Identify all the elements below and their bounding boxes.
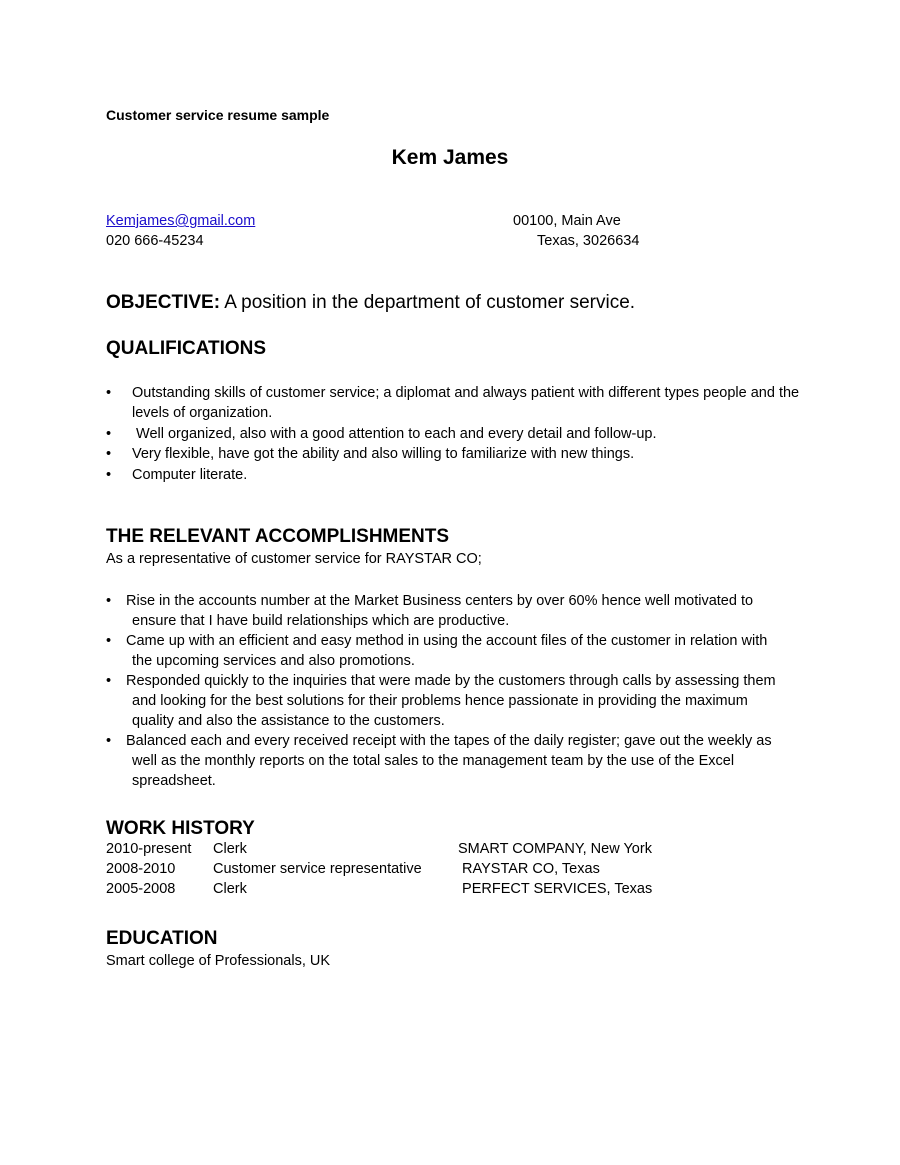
accomplishments-list <box>106 591 806 791</box>
candidate-name: Kem James <box>391 146 509 169</box>
accomplishment-text: Rise in the accounts number at the Market Business centers by over 60% hence well motivated to <box>126 593 754 609</box>
qualifications-heading: QUALIFICATIONS <box>106 338 267 359</box>
objective-label: OBJECTIVE: <box>106 292 221 313</box>
education-heading: EDUCATION <box>106 928 218 949</box>
accomplishments-heading: THE RELEVANT ACCOMPLISHMENTS <box>106 526 450 547</box>
list-item <box>106 631 806 671</box>
bullet-icon: • <box>106 633 112 649</box>
accomplishment-text: Responded quickly to the inquiries that were made by the customers through calls by assessing them <box>126 673 776 689</box>
document-title: Customer service resume sample <box>106 107 330 123</box>
address-line-1: 00100, Main Ave <box>513 213 621 229</box>
table-row <box>106 861 806 881</box>
bullet-icon: • <box>106 426 112 442</box>
list-item <box>106 731 806 791</box>
education-school: Smart college of Professionals, UK <box>106 953 331 969</box>
work-company: SMART COMPANY, New York <box>458 841 652 857</box>
table-row <box>106 881 806 901</box>
work-title: Clerk <box>213 881 247 897</box>
work-title: Clerk <box>213 841 247 857</box>
bullet-icon: • <box>106 446 112 462</box>
work-company: PERFECT SERVICES, Texas <box>458 881 653 897</box>
work-company: RAYSTAR CO, Texas <box>458 861 600 877</box>
accomplishment-continuation: the upcoming services and also promotions. <box>132 653 415 669</box>
list-item <box>106 424 806 444</box>
qualifications-list <box>106 383 806 485</box>
qualification-text: Computer literate. <box>132 467 248 483</box>
accomplishment-continuation: ensure that I have build relationships which are productive. <box>132 613 510 629</box>
qualification-text: Very flexible, have got the ability and also willing to familiarize with new things. <box>132 446 635 462</box>
list-item <box>106 444 806 464</box>
address-line-2: Texas, 3026634 <box>537 233 640 249</box>
work-years: 2008-2010 <box>106 861 176 877</box>
email-link[interactable]: Kemjames@gmail.com <box>106 213 256 229</box>
work-years: 2010-present <box>106 841 192 857</box>
accomplishment-continuation: well as the monthly reports on the total sales to the management team by the use of the Excel spreadsheet. <box>132 753 735 789</box>
list-item <box>106 671 806 731</box>
accomplishment-text: Came up with an efficient and easy method in using the account files of the customer in relation with <box>126 633 768 649</box>
accomplishments-intro: As a representative of customer service for RAYSTAR CO; <box>106 551 482 567</box>
table-row <box>106 841 806 861</box>
qualification-text: Outstanding skills of customer service; a diplomat and always patient with different types people and the levels of organization. <box>132 385 800 421</box>
list-item <box>106 465 806 485</box>
bullet-icon: • <box>106 385 112 401</box>
accomplishment-text: Balanced each and every received receipt with the tapes of the daily register; gave out the weekly as <box>126 733 772 749</box>
objective-text: A position in the department of customer service. <box>220 292 636 313</box>
phone-number: 020 666-45234 <box>106 233 204 249</box>
bullet-icon: • <box>106 673 112 689</box>
work-history-heading: WORK HISTORY <box>106 818 255 839</box>
work-years: 2005-2008 <box>106 881 176 897</box>
bullet-icon: • <box>106 733 112 749</box>
list-item <box>106 383 806 423</box>
bullet-icon: • <box>106 593 112 609</box>
work-title: Customer service representative <box>213 861 422 877</box>
objective-section <box>106 292 635 314</box>
qualification-text: Well organized, also with a good attention to each and every detail and follow-up. <box>132 426 657 442</box>
bullet-icon: • <box>106 467 112 483</box>
list-item <box>106 591 806 631</box>
accomplishment-continuation: and looking for the best solutions for their problems hence passionate in providing the maximum quality and also the assistance to the customers. <box>132 693 748 729</box>
